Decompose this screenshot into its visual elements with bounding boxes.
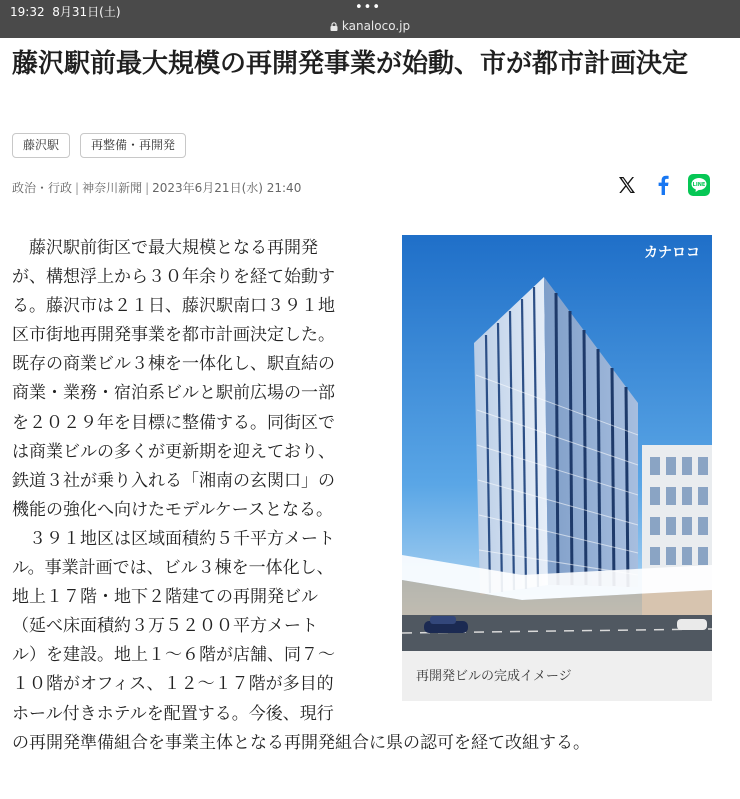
meta-source: 神奈川新聞: [82, 181, 143, 195]
watermark-logo: カナロコ: [644, 245, 700, 261]
facebook-icon: [656, 175, 670, 195]
article-body: [12, 234, 728, 758]
x-share-button[interactable]: [616, 174, 638, 196]
line-share-button[interactable]: [688, 174, 710, 196]
facebook-share-button[interactable]: [652, 174, 674, 196]
tag-list: [12, 133, 186, 158]
article-meta: [12, 179, 301, 196]
line-icon: [688, 174, 710, 196]
svg-text:LINE: LINE: [692, 182, 706, 188]
meta-separator: |: [145, 181, 150, 195]
status-bar: [0, 0, 740, 38]
meta-category[interactable]: 政治・行政: [12, 181, 73, 195]
more-dots-icon[interactable]: •••: [355, 0, 382, 15]
clock-date: 8月31日(土): [52, 5, 121, 19]
paragraph-1: 藤沢駅前街区で最大規模となる再開発が、構想浮上から３０年余りを経て始動する。藤沢市は２１日、藤沢駅南口３９１地区市街地再開発事業を都市計画決定した。既存の商業ビル３棟を一体化し、駅直結の商業・業務・宿泊系ビルと駅前広場の一部を２０２９年を目標に整備する。同街区では商業ビルの多くが更新期を迎えており、鉄道３社が乗り入れる「湘南の玄関口」の機能の強化へ向けたモデルケースとなる。: [12, 238, 335, 520]
x-icon: [617, 175, 637, 195]
meta-separator: |: [75, 181, 80, 195]
figure-spacer: [348, 234, 728, 700]
clock-time: 19:32: [10, 5, 45, 19]
figure-caption: 再開発ビルの完成イメージ: [416, 669, 572, 684]
address-bar[interactable]: [0, 19, 740, 33]
article-title: 藤沢駅前最大規模の再開発事業が始動、市が都市計画決定: [12, 49, 689, 79]
lock-icon: [330, 22, 338, 31]
meta-date: 2023年6月21日(水) 21:40: [152, 181, 302, 195]
tag-redevelopment[interactable]: 再整備・再開発: [80, 133, 186, 158]
url-text: kanaloco.jp: [341, 19, 411, 33]
share-buttons: [616, 174, 710, 196]
paragraph-2: ３９１地区は区域面積約５千平方メートル。事業計画では、ビル３棟を一体化し、地上１７階・地下２階建ての再開発ビル（延べ床面積約３万５２００平方メートル）を建設。地上１～６階が店舗、同７～１０階がオフィス、１２～１７階が多目的ホール付きホテルを配置する。今後、現行の再開発準備組合を事業主体となる再開発組合に県の認可を経て改組する。: [12, 528, 590, 753]
tag-fujisawa-station[interactable]: 藤沢駅: [12, 133, 70, 158]
status-time: [10, 3, 121, 20]
